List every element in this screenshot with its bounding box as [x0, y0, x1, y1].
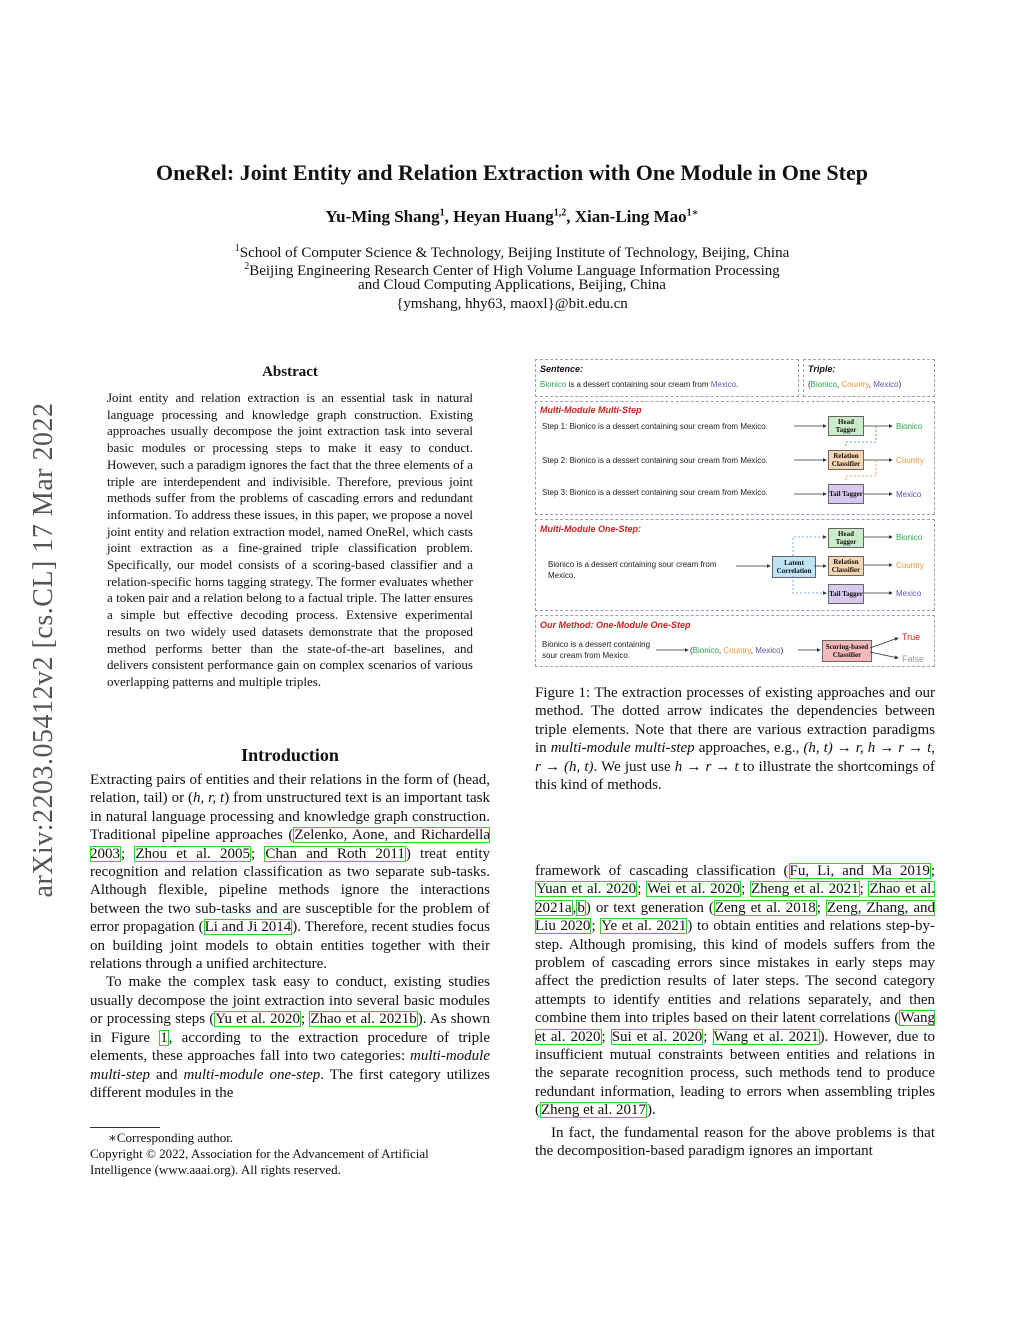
citation-link[interactable]: Wei et al. 2020 — [647, 881, 741, 898]
abstract-heading: Abstract — [262, 364, 318, 380]
mm-ms-panel — [535, 401, 935, 515]
sentence-label: Sentence: — [540, 364, 584, 374]
mm-os-panel — [535, 519, 935, 611]
footnote-rule — [90, 1127, 160, 1128]
os-head-tagger-box: Head Tagger — [828, 528, 864, 548]
citation-link[interactable]: Sui et al. 2020 — [611, 1028, 703, 1045]
inline-math: (h, t) → r, h → r → t, r → (h, t) — [535, 740, 936, 775]
om-os-arrows — [536, 616, 934, 666]
author-list — [0, 207, 1024, 227]
citation-link[interactable]: Chan and Roth 2011 — [265, 845, 405, 862]
abstract-body: Joint entity and relation extraction is an essential task in natural language processing and knowledge graph construction. Existing approaches usually decompose the joint extraction task into several basic modules or processing steps to make it easy to conduct. However, such a paradigm ignores the fact that the three elements of a triple are interdependent and indivisible. Therefore, previous joint methods suffer from the problems of cascading errors and redundant information. To address these issues, in this paper, we propose a novel joint entity and relation extraction model, named OneRel, which casts joint extraction as a fine-grained triple classification problem. Specifically, our model consists of a scoring-based classifier and a relation-specific horns tagging strategy. The former evaluates whether a token pair and a relation belong to a factual triple. The latter ensures a simple but effective decoding process. Extensive experimental results on two widely used datasets demonstrate that the proposed method performs better than the state-of-the-art baselines, and delivers consistent performance gain on complex scenarios of various overlapping patterns and multiple triples. — [107, 390, 473, 689]
our-triple-text: (Bionico, Country, Mexico) — [690, 646, 784, 655]
true-label: True — [902, 632, 921, 642]
os-relation-classifier-box: Relation Classifier — [828, 556, 864, 576]
affiliation-1: $^1$School of Computer Science & Technology, Beijing Institute of Technology, Beijing, China — [234, 243, 790, 261]
triple-panel — [803, 359, 935, 397]
footnote-corresponding: ∗Corresponding author. — [108, 1130, 234, 1145]
our-sentence-line-1: Bionico is a dessert containing — [542, 640, 651, 649]
our-sentence-line-2: sour cream from Mexico. — [542, 651, 631, 660]
os-output-mexico: Mexico — [896, 589, 922, 598]
citation-link[interactable]: Li and Ji 2014 — [204, 919, 292, 936]
author-1: Yu-Ming Shang — [325, 207, 440, 226]
output-country: Country — [896, 456, 925, 465]
intro-paragraph-2: To make the complex task easy to conduct, existing studies usually decompose the joint extraction into several basic modules or processing steps (Yu et al. 2020; Zhao et al. 2021b). As shown in Figure 1, according to the extraction procedure of triple elements, these approaches fall into two categories: multi-module multi-step and multi-module one-step. The first category utilizes different modules in the — [90, 974, 490, 1101]
paper-title: OneRel: Joint Entity and Relation Extraction with One Module in One Step — [156, 160, 868, 185]
false-label: False — [902, 654, 925, 664]
citation-link[interactable]: Zheng et al. 2021 — [750, 881, 859, 898]
author-2-affil: 1,2 — [553, 207, 567, 219]
citation-link[interactable]: Yuan et al. 2020 — [536, 881, 637, 898]
latent-correlation-box: Latent Correlation — [772, 556, 816, 578]
email-line: {ymshang, hhy63, maoxl}@bit.edu.cn — [396, 296, 628, 312]
citation-link[interactable]: Wang et al. 2020 — [535, 1010, 935, 1045]
os-tail-tagger-box: Tail Tagger — [828, 584, 864, 604]
figure-1 — [533, 357, 937, 669]
figure-1-caption: Figure 1: The extraction processes of existing approaches and our method. The dotted arrow indicates the dependencies between triple elements. Note that there are various extraction paradigms in multi-module multi-step approaches, e.g., (h, t) → r, h → r → t, r → (h, t). We just use h → r → t to illustrate the shortcomings of this kind of methods. — [535, 685, 936, 794]
left-column-text — [90, 771, 490, 1102]
citation-link[interactable]: Yu et al. 2020 — [215, 1011, 301, 1028]
introduction-heading: Introduction — [241, 745, 339, 765]
mm-os-label: Multi-Module One-Step: — [540, 524, 641, 534]
citation-link[interactable]: Zheng et al. 2017 — [541, 1102, 646, 1119]
sentence-text: Bionico is a dessert containing sour cream from Mexico. — [540, 380, 739, 389]
affiliation-2: $^2$Beijing Engineering Research Center of High Volume Language Information Processing — [244, 261, 780, 279]
citation-link[interactable]: Zhou et al. 2005 — [135, 845, 250, 862]
head-tagger-box: Head Tagger — [828, 416, 864, 436]
step-1-text: Step 1: Bionico is a dessert containing sour cream from Mexico. — [542, 422, 768, 431]
inline-math: h, r, t — [193, 790, 225, 807]
triple-label: Triple: — [808, 364, 836, 374]
author-3: , Xian-Ling Mao — [566, 207, 687, 226]
mm-os-arrows — [536, 520, 934, 610]
citation-link[interactable]: b — [577, 899, 585, 916]
triple-text: (Bionico, Country, Mexico) — [808, 380, 902, 389]
author-1-affil: 1 — [439, 207, 445, 219]
right-paragraph-1: framework of cascading classification (Fu, Li, and Ma 2019; Yuan et al. 2020; Wei et al. 2020; Zheng et al. 2021; Zhao et al. 2021a,b) or text generation (Zeng et al. 2018; Zeng, Zhang, and Liu 2020; Ye et al. 2021) to obtain entities and relations step-by-step. Although promising, this kind of models suffers from the problem of cascading errors since mistakes in early steps may affect the prediction results of later steps. The second category attempts to identify entities and relations separately, and then combine them into triples based on their latent correlations (Wang et al. 2020; Sui et al. 2020; Wang et al. 2021). However, due to insufficient mutual constraints between entities and relations in the separate recognition process, such methods tend to produce redundant information, leading to errors when assembling triples (Zheng et al. 2017). — [535, 863, 936, 1119]
tail-tagger-box: Tail Tagger — [828, 484, 864, 504]
author-3-affil: 1∗ — [686, 207, 699, 219]
arxiv-identifier: arXiv:2203.05412v2 [cs.CL] 17 Mar 2022 — [28, 402, 59, 898]
inline-math: h → r → t — [674, 758, 739, 775]
right-paragraph-2: In fact, the fundamental reason for the above problems is that the decomposition-based paradigm ignores an important — [535, 1124, 935, 1160]
step-3-text: Step 3: Bionico is a dessert containing sour cream from Mexico. — [542, 488, 768, 497]
sentence-panel — [535, 359, 799, 397]
os-sentence-line-1: Bionico is a dessert containing sour cream from — [548, 560, 717, 569]
om-os-panel — [535, 615, 935, 667]
output-mexico: Mexico — [896, 490, 922, 499]
citation-link[interactable]: Ye et al. 2021 — [601, 918, 687, 935]
step-2-text: Step 2: Bionico is a dessert containing sour cream from Mexico. — [542, 456, 768, 465]
om-os-label: Our Method: One-Module One-Step — [540, 620, 691, 630]
footnote — [90, 1130, 490, 1178]
relation-classifier-box: Relation Classifier — [828, 450, 864, 470]
os-output-bionico: Bionico — [896, 533, 923, 542]
scoring-classifier-box: Scoring-based Classifier — [822, 640, 872, 662]
citation-link[interactable]: Fu, Li, and Ma 2019 — [789, 863, 930, 879]
citation-link[interactable]: Zeng, Zhang, and Liu 2020 — [535, 899, 935, 935]
author-2: , Heyan Huang — [444, 207, 554, 226]
right-column-text — [535, 862, 935, 1161]
os-sentence-line-2: Mexico. — [548, 571, 576, 580]
affiliation-3: and Cloud Computing Applications, Beijing, China — [358, 277, 666, 293]
citation-link[interactable]: Zhao et al. 2021a — [535, 881, 936, 916]
citation-link[interactable]: Zhao et al. 2021b — [310, 1011, 417, 1028]
citation-link[interactable]: Zelenko, Aone, and Richardella 2003 — [90, 827, 490, 862]
output-bionico: Bionico — [896, 422, 923, 431]
figure-ref-link[interactable]: 1 — [160, 1029, 168, 1046]
citation-link[interactable]: Zeng et al. 2018 — [714, 899, 816, 916]
intro-paragraph-1: Extracting pairs of entities and their relations in the form of (head, relation, tail) or (h, r, t) from unstructured text is an important task in natural language processing and knowledge graph construction. Traditional pipeline approaches (Zelenko, Aone, and Richardella 2003; Zhou et al. 2005; Chan and Roth 2011) treat entity recognition and relation classification as two separate sub-tasks. Although flexible, pipeline methods ignore the interactions between the two sub-tasks and are susceptible for the problem of error propagation (Li and Ji 2014). Therefore, recent studies focus on building joint models to obtain entities together with their relations through a unified architecture. — [90, 772, 491, 973]
citation-link[interactable]: Wang et al. 2021 — [713, 1028, 819, 1045]
mm-ms-label: Multi-Module Multi-Step — [540, 405, 642, 415]
mm-ms-arrows — [536, 402, 934, 514]
footnote-copyright: Copyright © 2022, Association for the Advancement of Artificial Intelligence (www.aaai.org). All rights reserved. — [90, 1146, 429, 1177]
os-output-country: Country — [896, 561, 925, 570]
